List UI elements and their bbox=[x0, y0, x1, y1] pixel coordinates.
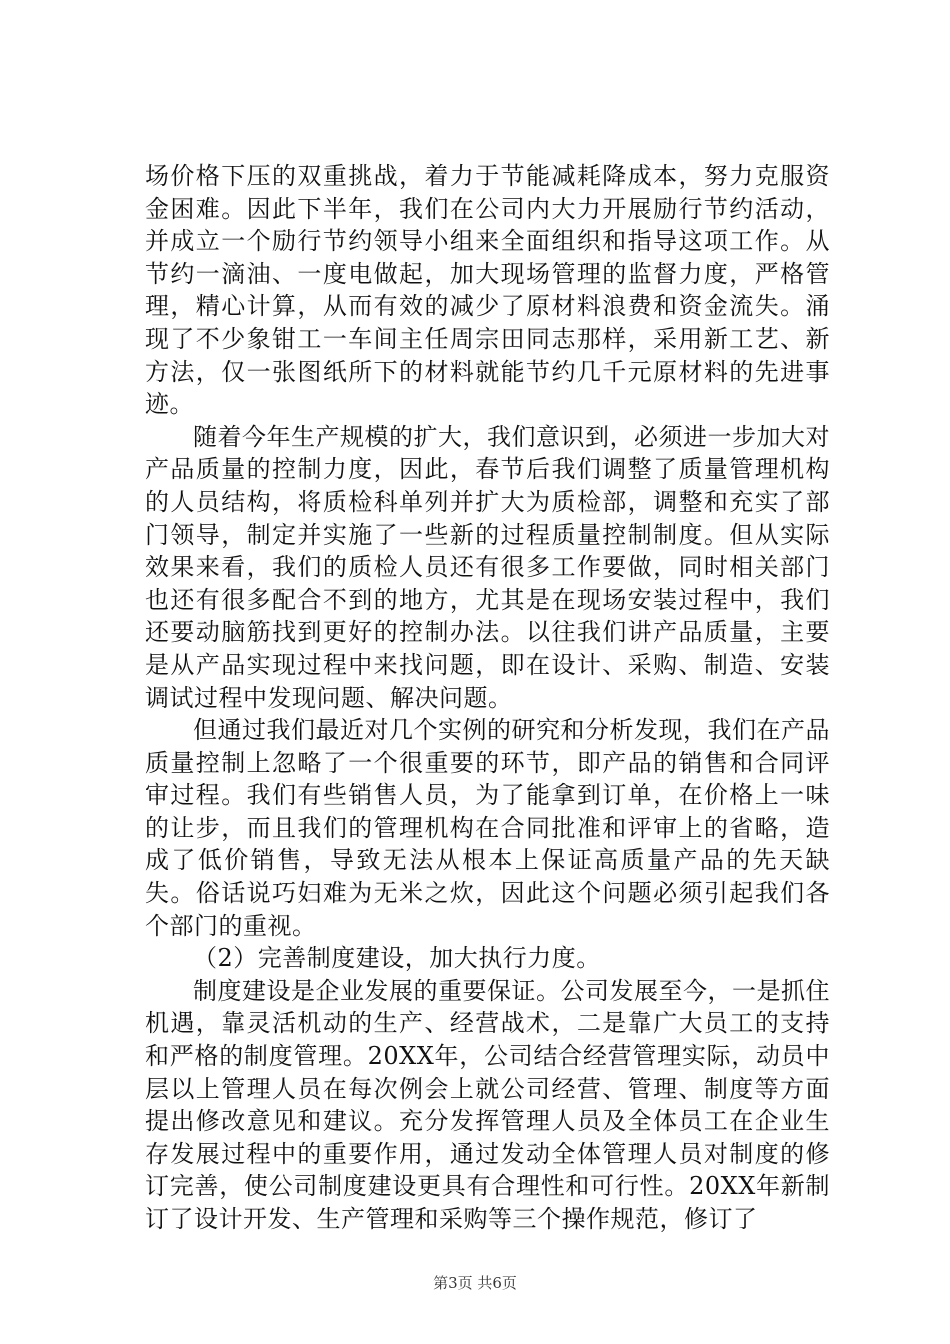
paragraph-system-building: 制度建设是企业发展的重要保证。公司发展至今，一是抓住机遇，靠灵活机动的生产、经营战术，二是靠广大员工的支持和严格的制度管理。20XX年，公司结合经营管理实际，动员中层以上管理人员在每次例会上就公司经营、管理、制度等方面提出修改意见和建议。充分发挥管理人员及全体员工在企业生存发展过程中的重要作用，通过发动全体管理人员对制度的修订完善，使公司制度建设更具有合理性和可行性。20XX年新制订了设计开发、生产管理和采购等三个操作规范，修订了 bbox=[145, 976, 830, 1233]
page-number-footer: 第3页 共6页 bbox=[433, 1274, 517, 1292]
paragraph-continuation: 场价格下压的双重挑战，着力于节能减耗降成本，努力克服资金困难。因此下半年，我们在公司内大力开展励行节约活动，并成立一个励行节约领导小组来全面组织和指导这项工作。从节约一滴油、一度电做起，加大现场管理的监督力度，严格管理，精心计算，从而有效的减少了原材料浪费和资金流失。涌现了不少象钳工一车间主任周宗田同志那样，采用新工艺、新方法，仅一张图纸所下的材料就能节约几千元原材料的先进事迹。 bbox=[145, 162, 830, 419]
section-heading-system-building: （2）完善制度建设，加大执行力度。 bbox=[193, 944, 601, 973]
paragraph-quality-control: 随着今年生产规模的扩大，我们意识到，必须进一步加大对产品质量的控制力度，因此，春节后我们调整了质量管理机构的人员结构，将质检科单列并扩大为质检部，调整和充实了部门领导，制定并实施了一些新的过程质量控制制度。但从实际效果来看，我们的质检人员还有很多工作要做，同时相关部门也还有很多配合不到的地方，尤其是在现场安装过程中，我们还要动脑筋找到更好的控制办法。以往我们讲产品质量，主要是从产品实现过程中来找问题，即在设计、采购、制造、安装调试过程中发现问题、解决问题。 bbox=[145, 422, 830, 712]
document-body bbox=[145, 160, 830, 1236]
paragraph-sales-review: 但通过我们最近对几个实例的研究和分析发现，我们在产品质量控制上忽略了一个很重要的环节，即产品的销售和合同评审过程。我们有些销售人员，为了能拿到订单，在价格上一味的让步，而且我们的管理机构在合同批准和评审上的省略，造成了低价销售，导致无法从根本上保证高质量产品的先天缺失。俗话说巧妇难为无米之炊，因此这个问题必须引起我们各个部门的重视。 bbox=[145, 716, 830, 940]
